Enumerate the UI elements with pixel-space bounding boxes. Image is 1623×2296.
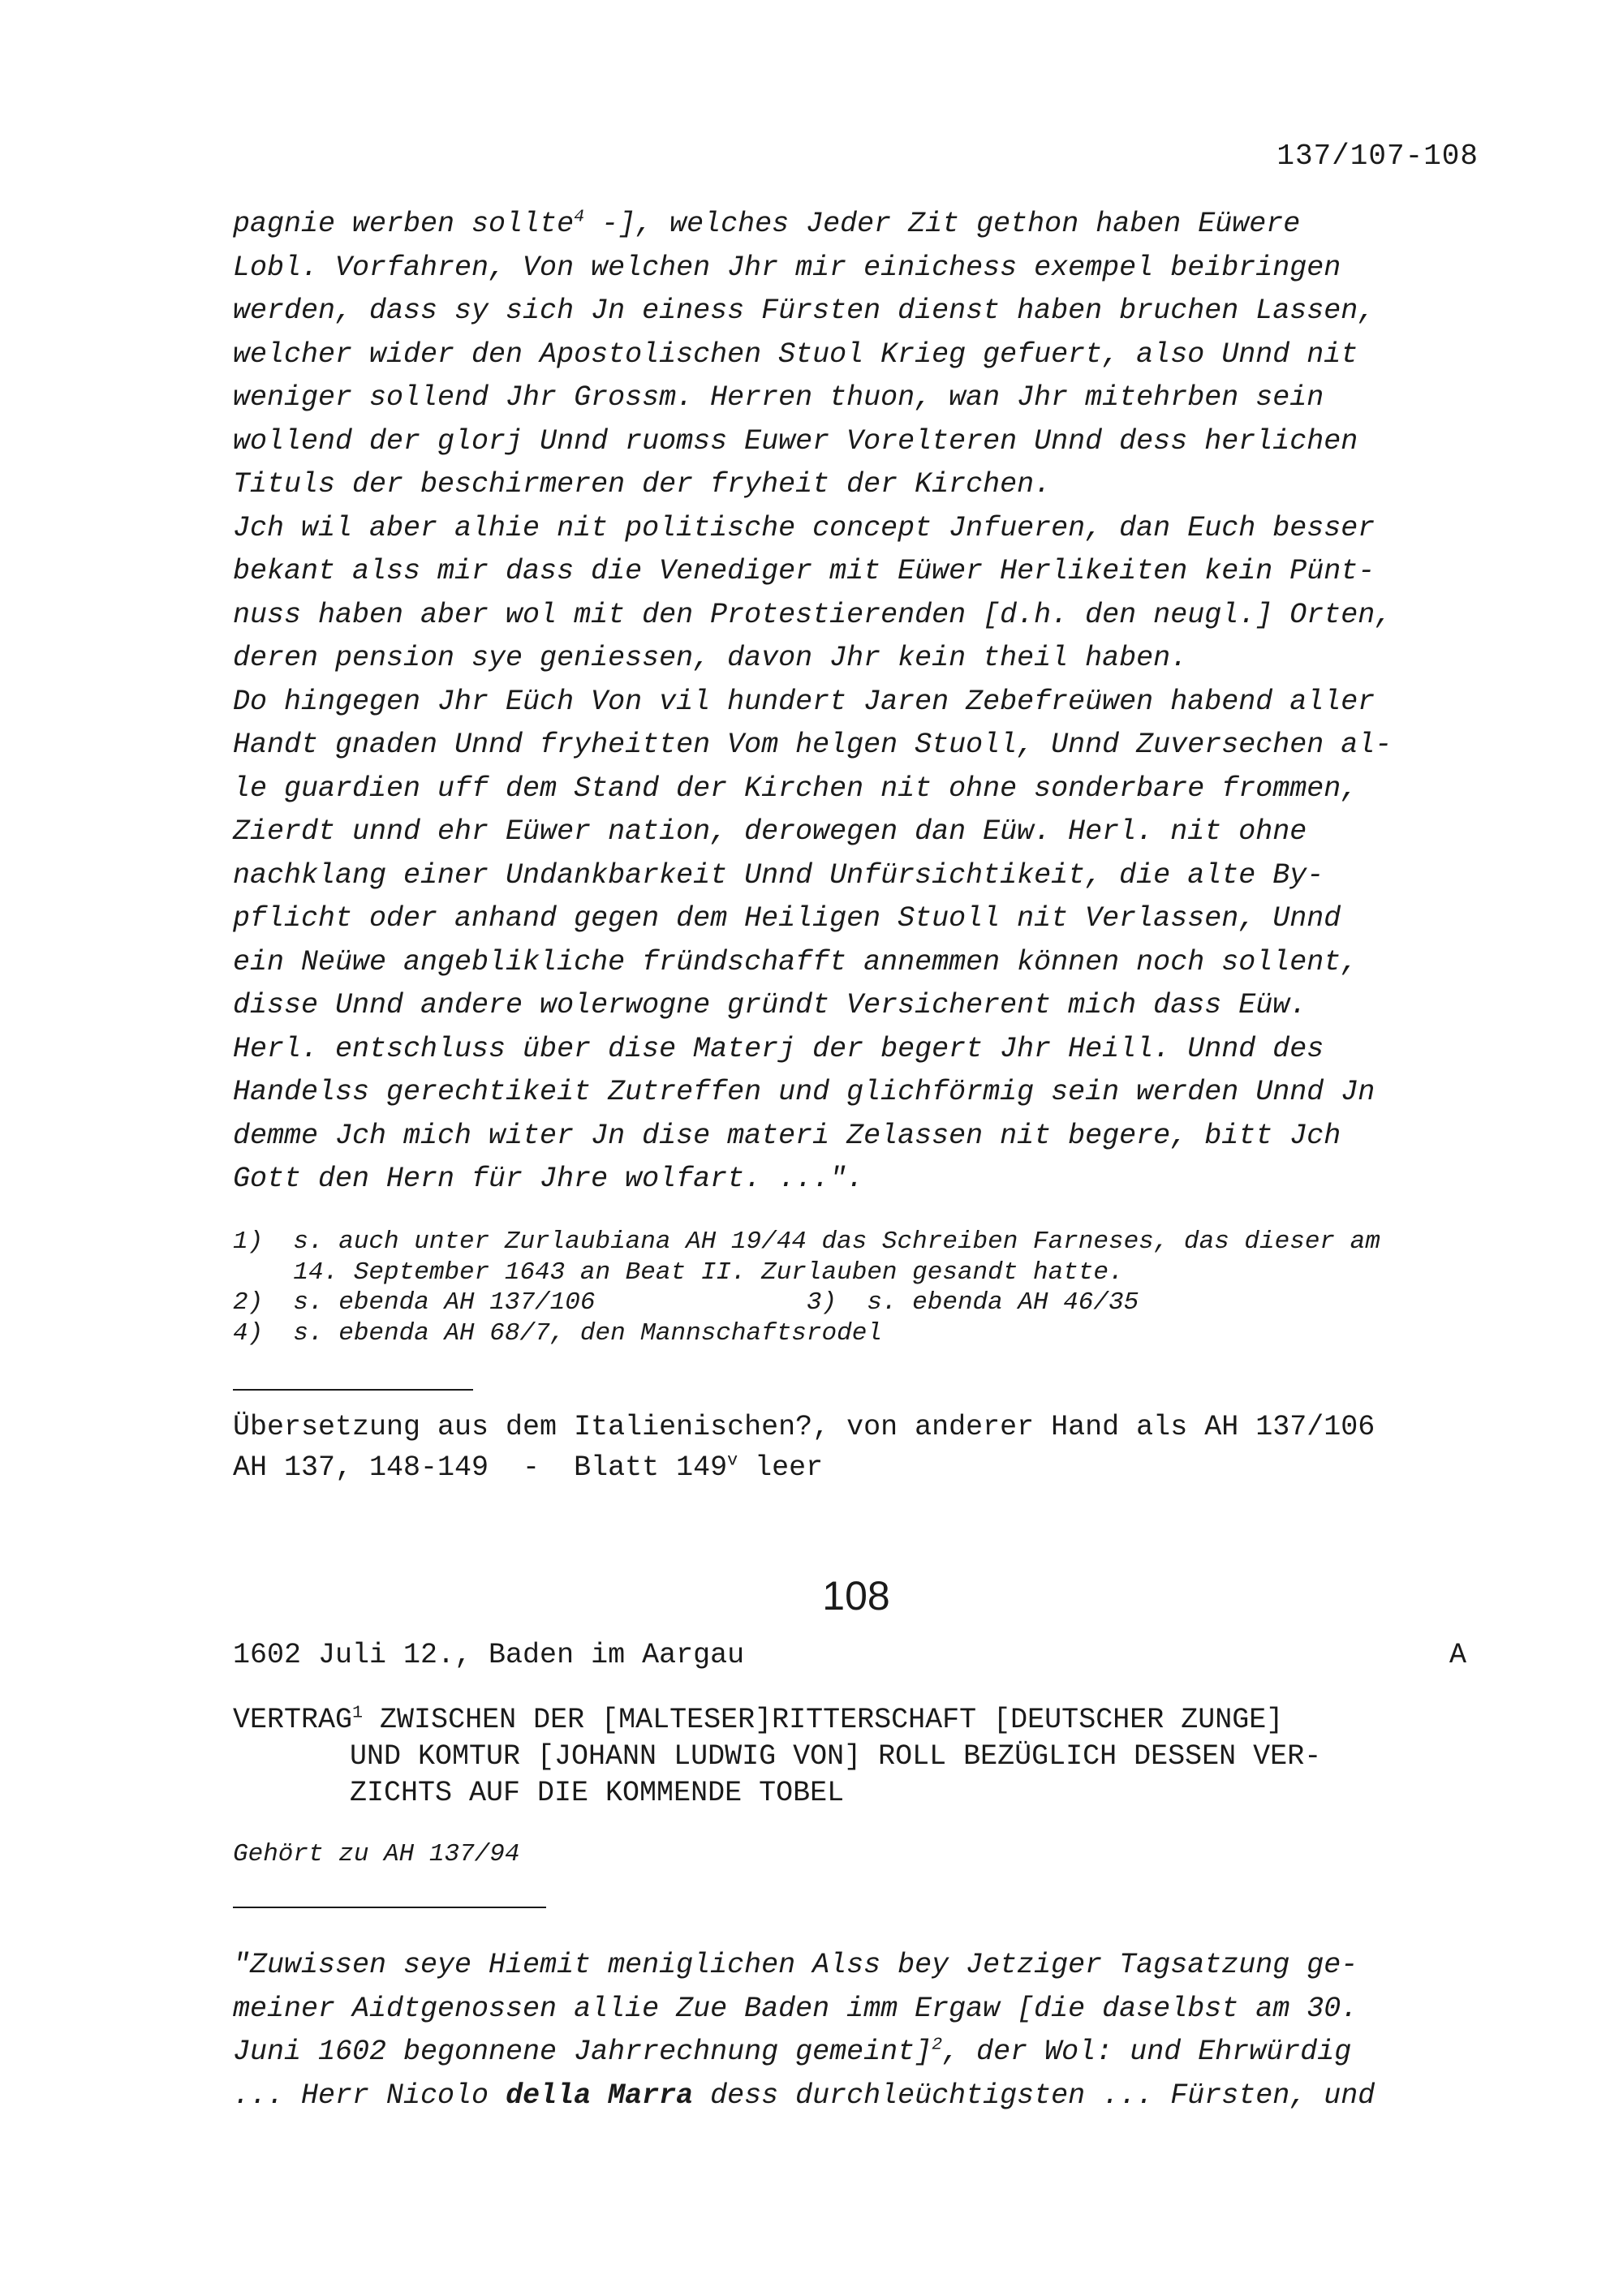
document-title (233, 1702, 1499, 1812)
quoted-text-block-2 (233, 1944, 1531, 2118)
quote-line: Zierdt unnd ehr Eüwer nation, derowegen dan Eüw. Herl. nit ohne (233, 815, 1307, 848)
source-line: AH 137, 148-149 - Blatt 149$^v$ leer (233, 1450, 824, 1484)
quote-line: Do hingegen Jhr Eüch Von vil hundert Jaren Zebefreüwen habend aller (233, 685, 1375, 718)
title-line: VERTRAG$^1$ ZWISCHEN DER [MALTESER]RITTERSCHAFT [DEUTSCHER ZUNGE] (233, 1702, 1284, 1736)
footnote-line: 14. September 1643 an Beat II. Zurlauben gesandt hatte. (233, 1258, 1124, 1287)
footnotes (233, 1227, 1564, 1348)
quote-line: pflicht oder anhand gegen dem Heiligen Stuoll nit Verlassen, Unnd (233, 902, 1341, 935)
quote-line: deren pension sye geniessen, davon Jhr kein theil haben. (233, 642, 1188, 674)
source-line: Übersetzung aus dem Italienischen?, von anderer Hand als AH 137/106 (233, 1411, 1375, 1443)
highlighted-name: della Marra (506, 2079, 694, 2112)
quote-line: ein Neüwe angeblikliche fründschafft annemmen können noch sollent, (233, 945, 1358, 978)
document-type: A (1449, 1639, 1466, 1671)
quote-line: Gott den Hern für Jhre wolfart. ...". (233, 1163, 864, 1195)
footnote-divider (233, 1389, 473, 1391)
title-line: UND KOMTUR [JOHANN LUDWIG VON] ROLL BEZÜGLICH DESSEN VER- (350, 1740, 1322, 1773)
quote-line: "Zuwissen seye Hiemit meniglichen Alss bey Jetziger Tagsatzung ge- (233, 1949, 1358, 1981)
page-reference: 137/107-108 (1276, 140, 1479, 173)
source-note (233, 1407, 1375, 1488)
quote-line: Jch wil aber alhie nit politische concept Jnfueren, dan Euch besser (233, 511, 1375, 544)
section-divider (233, 1907, 546, 1908)
quote-line: bekant alss mir dass die Venediger mit Eüwer Herlikeiten kein Pünt- (233, 555, 1375, 587)
quote-line: Handt gnaden Unnd fryheitten Vom helgen Stuoll, Unnd Zuversechen al- (233, 729, 1393, 761)
quote-line: Juni 1602 begonnene Jahrrechnung gemeint]$^2$, der Wol: und Ehrwürdig (233, 2034, 1352, 2068)
title-line: ZICHTS AUF DIE KOMMENDE TOBEL (350, 1777, 845, 1809)
footnote-line: 4) s. ebenda AH 68/7, den Mannschaftsrodel (233, 1318, 882, 1348)
quote-line: demme Jch mich witer Jn dise materi Zelassen nit begere, bitt Jch (233, 1119, 1341, 1152)
quote-line: nachklang einer Undankbarkeit Unnd Unfürsichtikeit, die alte By- (233, 858, 1324, 892)
quote-line: ... Herr Nicolo della Marra dess durchleüchtigsten ... Fürsten, und (233, 2079, 1375, 2112)
quote-line: Herl. entschluss über dise Materj der begert Jhr Heill. Unnd des (233, 1032, 1324, 1065)
quote-line: Lobl. Vorfahren, Von welchen Jhr mir einichess exempel beibringen (233, 251, 1341, 284)
document-number: 108 (822, 1573, 890, 1619)
quote-line: weniger sollend Jhr Grossm. Herren thuon, wan Jhr mitehrben sein (233, 381, 1324, 414)
quoted-text-block (233, 203, 1499, 1202)
quote-line: Handelss gerechtikeit Zutreffen und glichförmig sein werden Unnd Jn (233, 1076, 1375, 1108)
date-place: 1602 Juli 12., Baden im Aargau (233, 1639, 745, 1671)
footnote-marker: 4 (574, 206, 585, 227)
quote-line: disse Unnd andere wolerwogne gründt Versicherent mich dass Eüw. (233, 989, 1307, 1021)
quote-line: wollend der glorj Unnd ruomss Euwer Vorelteren Unnd dess herlichen (233, 424, 1358, 458)
footnote-marker: 1 (352, 1702, 364, 1723)
quote-line: welcher wider den Apostolischen Stuol Krieg gefuert, also Unnd nit (233, 338, 1358, 371)
quote-line: Tituls der beschirmeren der fryheit der Kirchen. (233, 468, 1052, 501)
quote-line: pagnie werben sollte$^4$ -], welches Jeder Zit gethon haben Eüwere (233, 206, 1301, 240)
quote-line: le guardien uff dem Stand der Kirchen nit ohne sonderbare frommen, (233, 772, 1358, 805)
quote-line: meiner Aidtgenossen allie Zue Baden imm Ergaw [die daselbst am 30. (233, 1992, 1358, 2025)
footnote-line: 1) s. auch unter Zurlaubiana AH 19/44 das Schreiben Farneses, das dieser am (233, 1228, 1380, 1256)
footnote-line: 2) s. ebenda AH 137/106 3) s. ebenda AH 46/35 (233, 1288, 1139, 1317)
quote-line: nuss haben aber wol mit den Protestierenden [d.h. den neugl.] Orten, (233, 598, 1393, 631)
quote-line: werden, dass sy sich Jn einess Fürsten dienst haben bruchen Lassen, (233, 295, 1375, 327)
belongs-to-note: Gehört zu AH 137/94 (233, 1840, 520, 1868)
